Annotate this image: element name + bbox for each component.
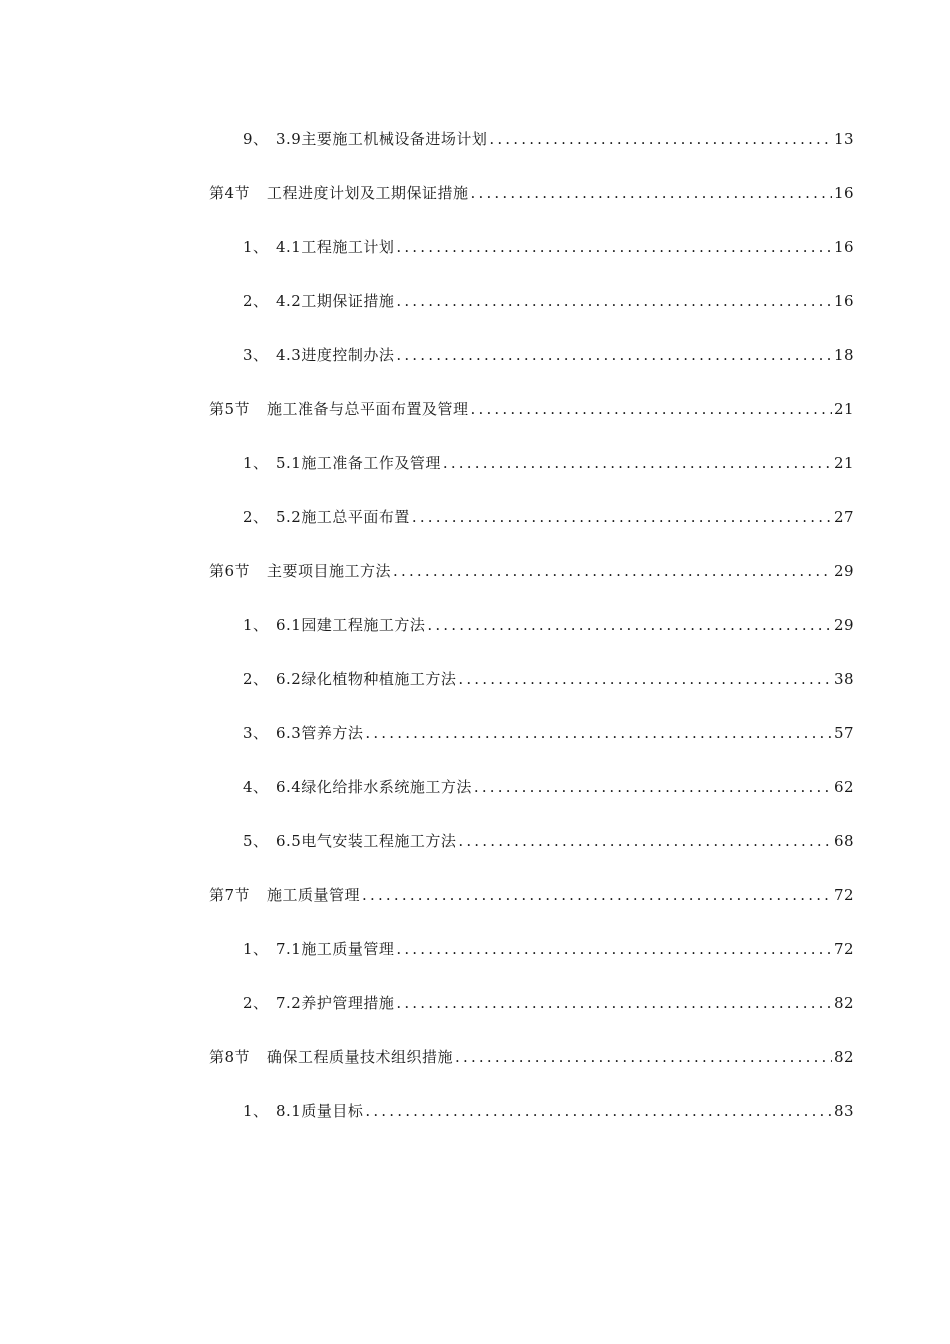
toc-leader-dots [474, 772, 832, 802]
toc-entry[interactable] [0, 1096, 950, 1150]
toc-entry-page: 68 [834, 832, 855, 850]
toc-section-title: 施工准备与总平面布置及管理 [267, 400, 469, 418]
toc-entry-page: 38 [834, 670, 855, 688]
toc-entry[interactable] [0, 988, 950, 1042]
toc-entry-title: 6.5电气安装工程施工方法 [276, 832, 457, 850]
toc-leader-dots [362, 880, 832, 910]
toc-entry-title: 6.4绿化给排水系统施工方法 [276, 778, 472, 796]
toc-entry-page: 18 [834, 346, 855, 364]
toc-entry-title: 5.2施工总平面布置 [276, 508, 410, 526]
toc-entry-number: 1、 [243, 1102, 269, 1120]
toc-entry-title: 4.2工期保证措施 [276, 292, 395, 310]
toc-leader-dots [471, 178, 832, 208]
toc-leader-dots [365, 1096, 832, 1126]
toc-section-number: 第4节 [209, 184, 251, 202]
toc-entry-number: 3、 [243, 724, 269, 742]
toc-leader-dots [443, 448, 832, 478]
toc-section[interactable] [0, 1042, 950, 1096]
toc-leader-dots [396, 340, 832, 370]
toc-entry-number: 2、 [243, 670, 269, 688]
toc-entry[interactable] [0, 772, 950, 826]
toc-leader-dots [455, 1042, 832, 1072]
toc-entry-number: 1、 [243, 238, 269, 256]
toc-entry[interactable] [0, 718, 950, 772]
table-of-contents [0, 124, 950, 1150]
toc-entry-page: 16 [834, 238, 855, 256]
toc-entry-page: 16 [834, 292, 855, 310]
toc-section[interactable] [0, 556, 950, 610]
toc-entry-title: 4.1工程施工计划 [276, 238, 395, 256]
toc-entry-number: 1、 [243, 616, 269, 634]
toc-entry-page: 83 [834, 1102, 855, 1120]
toc-entry-title: 5.1施工准备工作及管理 [276, 454, 441, 472]
toc-section-page: 16 [834, 184, 855, 202]
toc-entry-title: 7.1施工质量管理 [276, 940, 395, 958]
toc-entry-page: 27 [834, 508, 855, 526]
toc-leader-dots [365, 718, 832, 748]
toc-section-page: 72 [834, 886, 855, 904]
toc-section-number: 第7节 [209, 886, 251, 904]
toc-entry-page: 57 [834, 724, 855, 742]
toc-leader-dots [458, 664, 832, 694]
toc-leader-dots [396, 232, 832, 262]
toc-section-number: 第5节 [209, 400, 251, 418]
toc-entry-title: 3.9主要施工机械设备进场计划 [276, 130, 488, 148]
toc-entry-number: 4、 [243, 778, 269, 796]
toc-entry-page: 21 [834, 454, 855, 472]
toc-entry[interactable] [0, 448, 950, 502]
toc-entry[interactable] [0, 124, 950, 178]
toc-entry-page: 29 [834, 616, 855, 634]
toc-entry-number: 1、 [243, 940, 269, 958]
toc-section-title: 主要项目施工方法 [267, 562, 392, 580]
toc-entry-page: 13 [834, 130, 855, 148]
toc-entry-title: 6.1园建工程施工方法 [276, 616, 426, 634]
toc-leader-dots [471, 394, 832, 424]
toc-entry[interactable] [0, 232, 950, 286]
toc-entry-number: 3、 [243, 346, 269, 364]
toc-entry-number: 2、 [243, 994, 269, 1012]
toc-leader-dots [396, 988, 832, 1018]
toc-leader-dots [489, 124, 832, 154]
toc-entry-page: 62 [834, 778, 855, 796]
toc-leader-dots [396, 934, 832, 964]
toc-entry-title: 4.3进度控制办法 [276, 346, 395, 364]
toc-entry-number: 2、 [243, 292, 269, 310]
toc-leader-dots [458, 826, 832, 856]
toc-leader-dots [393, 556, 832, 586]
toc-entry-page: 72 [834, 940, 855, 958]
toc-entry-number: 5、 [243, 832, 269, 850]
toc-section[interactable] [0, 880, 950, 934]
toc-leader-dots [427, 610, 832, 640]
toc-entry-title: 7.2养护管理措施 [276, 994, 395, 1012]
toc-entry-title: 8.1质量目标 [276, 1102, 364, 1120]
toc-entry-number: 1、 [243, 454, 269, 472]
toc-entry-title: 6.3管养方法 [276, 724, 364, 742]
toc-entry[interactable] [0, 340, 950, 394]
toc-section[interactable] [0, 394, 950, 448]
toc-leader-dots [396, 286, 832, 316]
toc-section[interactable] [0, 178, 950, 232]
toc-section-number: 第6节 [209, 562, 251, 580]
toc-entry[interactable] [0, 934, 950, 988]
toc-entry-number: 2、 [243, 508, 269, 526]
toc-leader-dots [412, 502, 832, 532]
toc-entry[interactable] [0, 610, 950, 664]
toc-section-page: 21 [834, 400, 855, 418]
toc-entry-number: 9、 [243, 130, 269, 148]
toc-section-number: 第8节 [209, 1048, 251, 1066]
toc-section-title: 施工质量管理 [267, 886, 361, 904]
toc-section-page: 82 [834, 1048, 855, 1066]
toc-entry[interactable] [0, 286, 950, 340]
toc-entry-page: 82 [834, 994, 855, 1012]
toc-section-title: 确保工程质量技术组织措施 [267, 1048, 454, 1066]
toc-entry[interactable] [0, 502, 950, 556]
toc-entry-title: 6.2绿化植物种植施工方法 [276, 670, 457, 688]
toc-section-title: 工程进度计划及工期保证措施 [267, 184, 469, 202]
toc-section-page: 29 [834, 562, 855, 580]
toc-entry[interactable] [0, 664, 950, 718]
toc-entry[interactable] [0, 826, 950, 880]
